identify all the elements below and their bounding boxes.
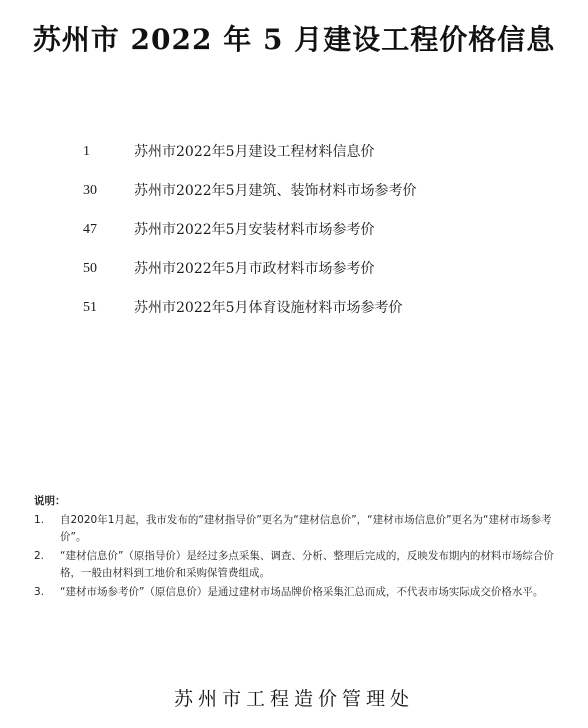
toc-entry-text: 苏州市2022年5月市政材料市场参考价 <box>134 261 375 277</box>
notes-section <box>34 493 564 603</box>
toc-page-number: 50 <box>83 261 97 276</box>
toc-entry-text: 苏州市2022年5月建设工程材料信息价 <box>134 144 375 160</box>
toc-page-number: 30 <box>83 183 97 198</box>
note-text: “建材市场参考价”（原信息价）是通过建材市场品牌价格采集汇总而成，不代表市场实际成交价格水平。 <box>60 586 544 598</box>
toc-entry-text: 苏州市2022年5月建筑、装饰材料市场参考价 <box>134 183 417 199</box>
note-text: 自2020年1月起，我市发布的“建材指导价”更名为“建材信息价”，“建材市场信息价”更名为“建材市场参考价”。 <box>60 514 552 543</box>
note-item <box>34 584 564 601</box>
notes-heading: 说明： <box>34 495 66 507</box>
note-item <box>34 512 564 546</box>
issuer-footer: 苏州市工程造价管理处 <box>173 688 414 710</box>
toc-entry-text: 苏州市2022年5月安装材料市场参考价 <box>134 222 375 238</box>
toc-page-number: 47 <box>83 222 97 237</box>
toc-page-number: 51 <box>83 300 97 315</box>
note-number: 2. <box>34 550 45 562</box>
note-text: “建材信息价”（原指导价）是经过多点采集、调查、分析、整理后完成的，反映发布期内的材料市场综合价格，一般由材料到工地价和采购保管费组成。 <box>60 550 554 579</box>
note-number: 1. <box>34 514 45 526</box>
toc-entry-text: 苏州市2022年5月体育设施材料市场参考价 <box>134 300 403 316</box>
toc-page-number: 1 <box>83 144 90 159</box>
note-item <box>34 548 564 582</box>
note-number: 3. <box>34 586 45 598</box>
page-title: 苏州市 2022 年 5 月建设工程价格信息 <box>32 23 556 56</box>
